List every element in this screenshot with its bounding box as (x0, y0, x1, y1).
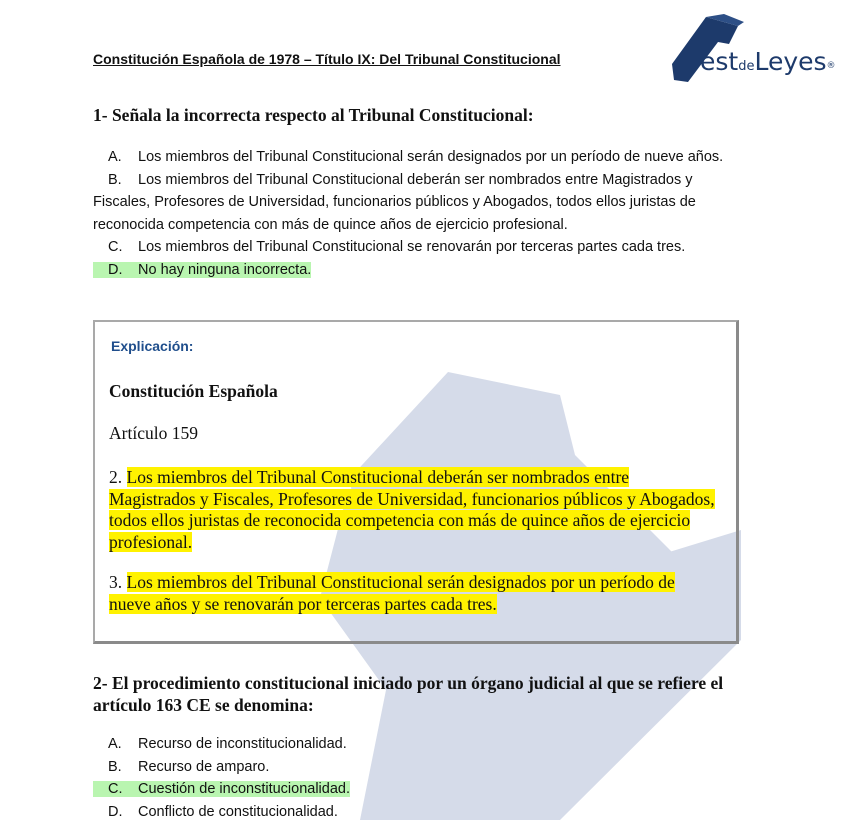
logo-wordmark: estdeLeyes® (700, 47, 836, 82)
option-a[interactable]: A. Los miembros del Tribunal Constitucional serán designados por un período de nueve años. (93, 146, 743, 169)
question-2-text: 2- El procedimiento constitucional iniciado por un órgano judicial al que se refiere el artículo 163 CE se denomina: (93, 672, 753, 716)
explanation-paragraph-3: 3. Los miembros del Tribunal Constitucional serán designados por un período de nueve años y se renovarán por terceras partes cada tres. (109, 572, 719, 615)
option-c-correct[interactable]: C. Cuestión de inconstitucionalidad. (93, 778, 743, 801)
option-d-correct[interactable]: D. No hay ninguna incorrecta. (93, 259, 743, 282)
document-title: Constitución Española de 1978 – Título IX: Del Tribunal Constitucional (93, 51, 561, 67)
explanation-article: Artículo 159 (109, 423, 198, 445)
option-c[interactable]: C. Los miembros del Tribunal Constitucional se renovarán por terceras partes cada tres. (93, 236, 743, 259)
option-a[interactable]: A. Recurso de inconstitucionalidad. (93, 733, 743, 756)
question-2-options (93, 733, 743, 823)
explanation-paragraph-2: 2. Los miembros del Tribunal Constitucional deberán ser nombrados entre Magistrados y Fiscales, Profesores de Universidad, funcionarios públicos y Abogados, todos ellos juristas de reconocida competencia con más de quince años de ejercicio profesional. (109, 467, 719, 553)
question-1-options (93, 146, 743, 281)
explanation-box (93, 320, 739, 644)
explanation-label: Explicación: (111, 338, 193, 354)
question-1-text: 1- Señala la incorrecta respecto al Tribunal Constitucional: (93, 104, 753, 126)
option-b[interactable]: B. Los miembros del Tribunal Constitucional deberán ser nombrados entre Magistrados y Fiscales, Profesores de Universidad, funcionarios públicos y Abogados, todos ellos juristas de reconocida competencia con más de quince años de ejercicio profesional. (93, 169, 743, 237)
explanation-heading: Constitución Española (109, 381, 278, 403)
option-b[interactable]: B. Recurso de amparo. (93, 756, 743, 779)
option-d[interactable]: D. Conflicto de constitucionalidad. (93, 801, 743, 823)
